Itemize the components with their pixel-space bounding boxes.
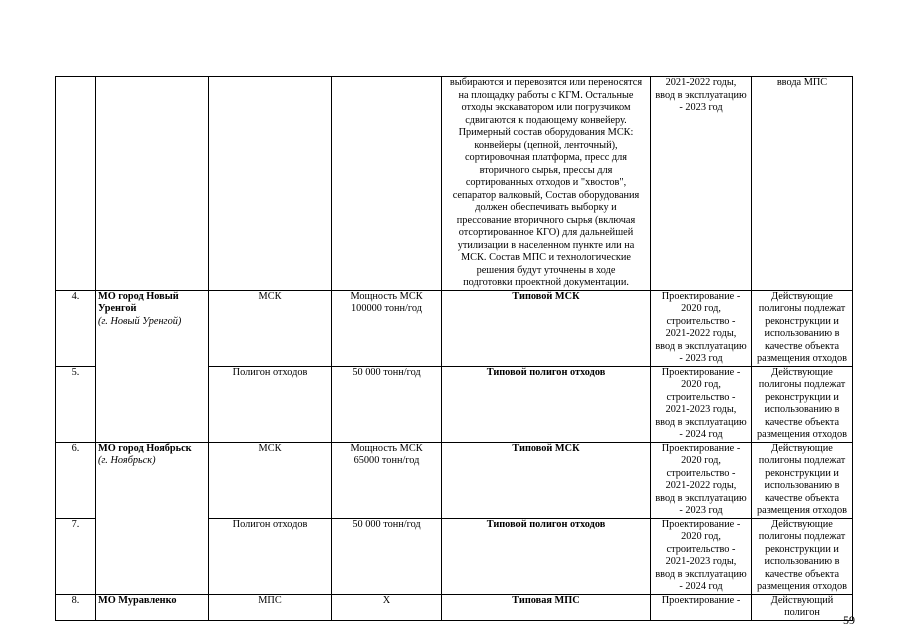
municipality-cell xyxy=(96,77,209,291)
municipality-name: МО город Новый Уренгой xyxy=(98,290,179,314)
content-cell: Типовой полигон отходов xyxy=(442,366,651,442)
locality-name: (г. Новый Уренгой) xyxy=(98,315,182,327)
table-row xyxy=(56,594,853,620)
object-cell: Полигон отходов xyxy=(209,366,332,442)
note-cell: Действующие полигоны подлежат реконструкции и использованию в качестве объекта размещения отходов xyxy=(752,290,853,366)
schedule-cell: 2021-2022 годы, ввод в эксплуатацию - 2023 год xyxy=(651,77,752,291)
object-cell: МСК xyxy=(209,290,332,366)
capacity-cell xyxy=(332,77,442,291)
object-cell xyxy=(209,77,332,291)
locality-name: (г. Ноябрьск) xyxy=(98,455,156,466)
schedule-cell: Проектирование - 2020 год, строительство - 2021-2022 годы, ввод в эксплуатацию - 2023 год xyxy=(651,290,752,366)
municipality-cell: МО Муравленко xyxy=(96,594,209,620)
content-cell: Типовой МСК xyxy=(442,290,651,366)
schedule-cell: Проектирование - 2020 год, строительство - 2021-2023 годы, ввод в эксплуатацию - 2024 год xyxy=(651,518,752,594)
content-cell: выбираются и перевозятся или переносятся на площадку работы с КГМ. Остальные отходы экскаватором или погрузчиком сдвигаются к подающему конвейеру. Примерный состав оборудования МСК: конвейеры (цепной, ленточный), сортировочная платформа, пресс для вторичного сырья, прессы для сортированных отходов и "хвостов", сепаратор валковый, Состав оборудования должен обеспечивать выборку и прессование вторичного сырья (включая отсортированное КГО) для дальнейшей утилизации в населенном пункте или на МСК. Состав МПС и технологические решения будут уточнены в ходе подготовки проектной документации. xyxy=(442,77,651,291)
object-cell: МСК xyxy=(209,442,332,518)
waste-facilities-table xyxy=(55,76,853,621)
row-number-cell: 8. xyxy=(56,594,96,620)
capacity-cell: Мощность МСК 65000 тонн/год xyxy=(332,442,442,518)
note-cell: Действующие полигоны подлежат реконструкции и использованию в качестве объекта размещения отходов xyxy=(752,442,853,518)
content-cell: Типовой МСК xyxy=(442,442,651,518)
schedule-cell: Проектирование - 2020 год, строительство - 2021-2022 годы, ввод в эксплуатацию - 2023 год xyxy=(651,442,752,518)
capacity-cell: 50 000 тонн/год xyxy=(332,366,442,442)
page-number: 59 xyxy=(843,613,855,627)
capacity-cell: Х xyxy=(332,594,442,620)
schedule-cell: Проектирование - 2020 год, строительство - 2021-2023 годы, ввод в эксплуатацию - 2024 год xyxy=(651,366,752,442)
municipality-name: МО город Ноябрьск xyxy=(98,442,192,454)
row-number-cell: 7. xyxy=(56,518,96,594)
table-row xyxy=(56,290,853,366)
municipality-cell xyxy=(96,442,209,594)
note-cell: Действующие полигоны подлежат реконструкции и использованию в качестве объекта размещения отходов xyxy=(752,518,853,594)
note-cell: Действующие полигоны подлежат реконструкции и использованию в качестве объекта размещения отходов xyxy=(752,366,853,442)
note-cell: Действующий полигон xyxy=(752,594,853,620)
object-cell: Полигон отходов xyxy=(209,518,332,594)
capacity-cell: Мощность МСК 100000 тонн/год xyxy=(332,290,442,366)
row-number-cell: 4. xyxy=(56,290,96,366)
row-number-cell: 6. xyxy=(56,442,96,518)
content-cell: Типовой полигон отходов xyxy=(442,518,651,594)
table-row xyxy=(56,77,853,291)
object-cell: МПС xyxy=(209,594,332,620)
row-number-cell xyxy=(56,77,96,291)
note-cell: ввода МПС xyxy=(752,77,853,291)
table-row xyxy=(56,442,853,518)
row-number-cell: 5. xyxy=(56,366,96,442)
schedule-cell: Проектирование - xyxy=(651,594,752,620)
municipality-cell xyxy=(96,290,209,442)
content-cell: Типовая МПС xyxy=(442,594,651,620)
capacity-cell: 50 000 тонн/год xyxy=(332,518,442,594)
